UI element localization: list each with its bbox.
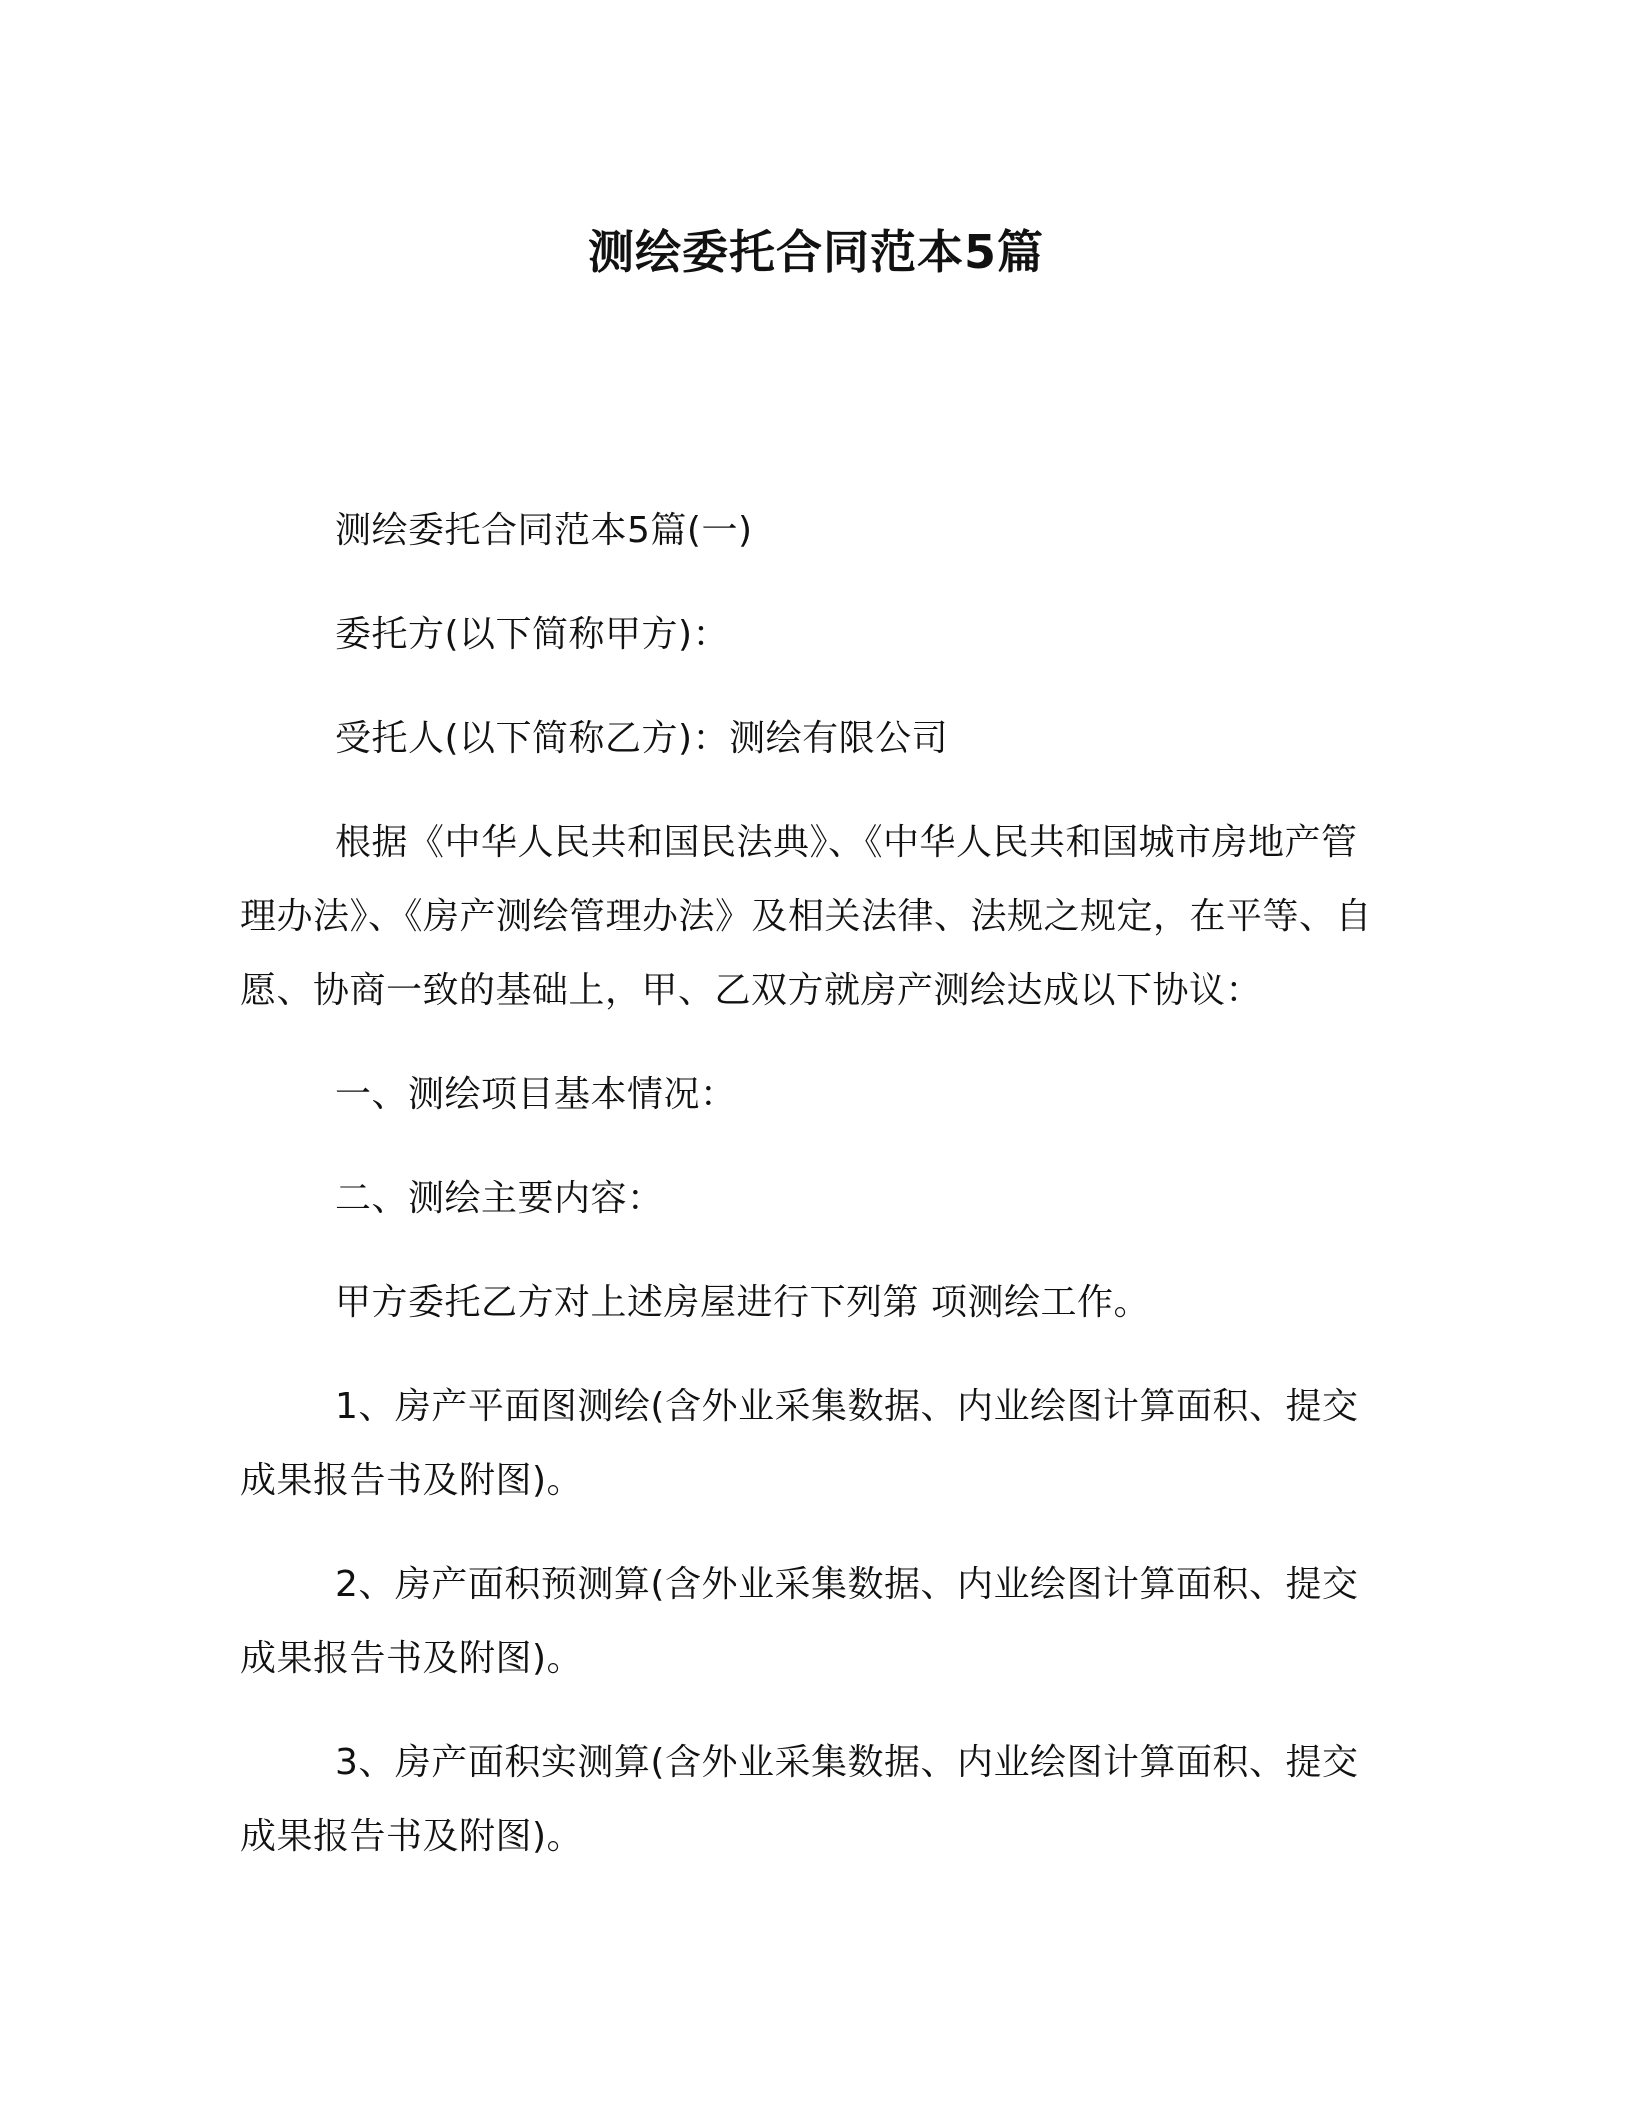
party-a-paragraph: 委托方(以下简称甲方)： xyxy=(335,614,730,655)
section-1-heading: 一、测绘项目基本情况： xyxy=(335,1074,737,1115)
item-2-paragraph: 2、房产面积预测算(含外业采集数据、内业绘图计算面积、提交成果报告书及附图)。 xyxy=(240,1564,1359,1679)
subtitle-paragraph: 测绘委托合同范本5篇(一) xyxy=(335,510,753,551)
preamble-paragraph: 根据《中华人民共和国民法典》、《中华人民共和国城市房地产管理办法》、《房产测绘管理办法》及相关法律、法规之规定，在平等、自愿、协商一致的基础上，甲、乙双方就房产测绘达成以下协议： xyxy=(240,822,1373,1011)
section-2-heading: 二、测绘主要内容： xyxy=(335,1178,664,1219)
commission-paragraph: 甲方委托乙方对上述房屋进行下列第 项测绘工作。 xyxy=(335,1282,1150,1323)
document-body xyxy=(240,494,1380,1904)
item-1-paragraph: 1、房产平面图测绘(含外业采集数据、内业绘图计算面积、提交成果报告书及附图)。 xyxy=(240,1386,1359,1501)
document-title: 测绘委托合同范本5篇 xyxy=(587,225,1044,279)
party-b-paragraph: 受托人(以下简称乙方)：测绘有限公司 xyxy=(335,718,949,759)
item-3-paragraph: 3、房产面积实测算(含外业采集数据、内业绘图计算面积、提交成果报告书及附图)。 xyxy=(240,1742,1359,1857)
